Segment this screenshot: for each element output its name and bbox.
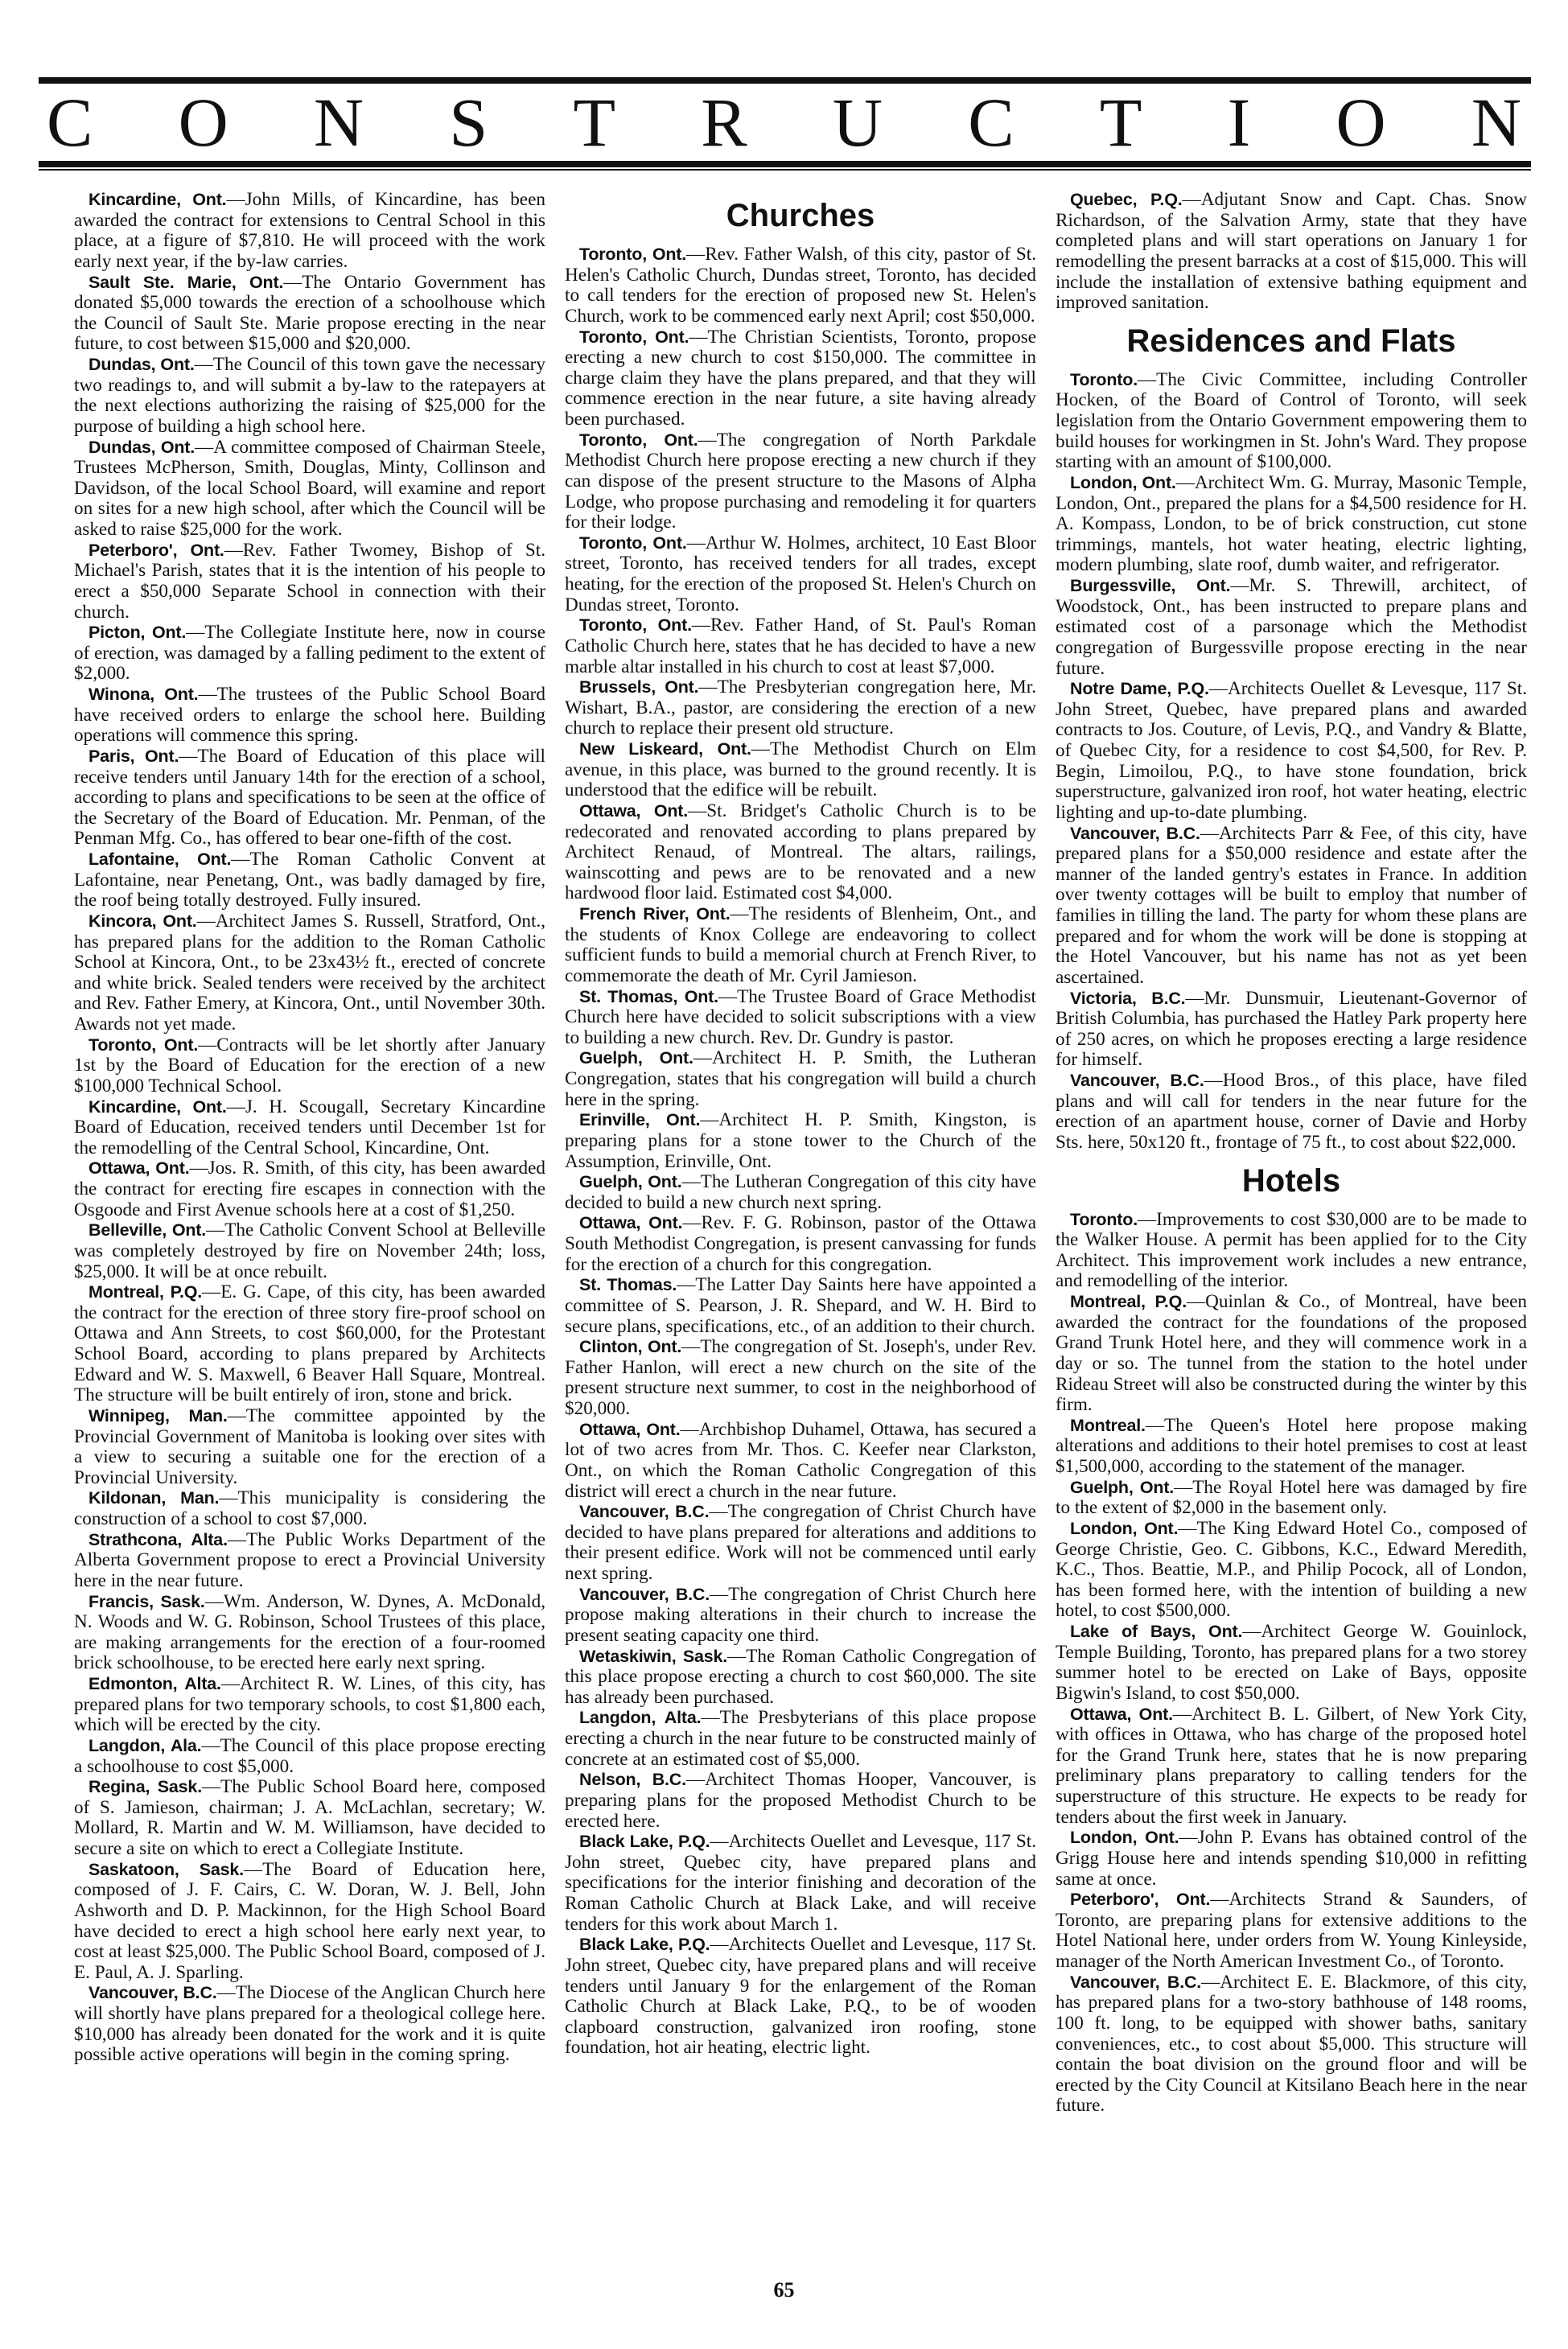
news-item-text: —A committee composed of Chairman Steele, Trustees McPherson, Smith, Douglas, Minty, Collinson and Davidson, of the local School Board, will examine and report on sites for a new high school, after which the Council will be asked to raise $25,000 for the work.: [74, 436, 545, 540]
masthead-letter: R: [701, 84, 749, 161]
salvation-army-entries: [1056, 190, 1527, 314]
news-item-text: —The Public Works Department of the Alberta Government propose to erect a Provincial University here in the near future.: [74, 1528, 545, 1591]
news-item-place: Edmonton, Alta.: [88, 1674, 221, 1693]
news-item: [1056, 576, 1527, 679]
news-item-text: —Hood Bros., of this place, have filed plans and will call for tenders in the near future for the erection of an apartment house, corner of Davie and Horby Sts. here, 50x120 ft., frontage of 75 ft., to cost about $22,000.: [1056, 1070, 1527, 1153]
news-item-text: —This municipality is considering the construction of a school to cost $7,000.: [74, 1487, 545, 1529]
masthead-letter: T: [1099, 84, 1144, 161]
news-item: [1056, 824, 1527, 989]
news-item: [74, 1035, 545, 1097]
news-item-place: Vancouver, B.C.: [579, 1584, 710, 1604]
news-item: [1056, 1416, 1527, 1478]
news-item-text: —Architects Strand & Saunders, of Toronto, are preparing plans for extensive additions to the Hotel National here, under orders from W. Young Kinleyside, manager of the North American Investment Co., of Toronto.: [1056, 1889, 1527, 1972]
news-item-text: —The Board of Education here, composed of J. F. Cairs, C. W. Doran, W. J. Bell, John Ashworth and D. P. Mackinnon, for the High School Board have decided to erect a high school here early next year, to cost at least $25,000. The Public School Board, composed of J. E. Paul, A. J. Sparling.: [74, 1858, 545, 1983]
news-item: [565, 1337, 1036, 1420]
news-item-place: Peterboro', Ont.: [1070, 1890, 1211, 1910]
news-item-text: —The Council of this town gave the necessary two readings to, and will submit a by-law to the ratepayers at the next elections authorizing the raising of $25,000 for the purpose of building a high school here.: [74, 354, 545, 437]
news-item-text: —The Civic Committee, including Controller Hocken, of the Board of Control of Toronto, will seek legislation from the Ontario Government empowering them to build houses for workingmen in St. John's Ward. They propose starting with an amount of $100,000.: [1056, 368, 1527, 473]
news-item-place: Sault Ste. Marie, Ont.: [88, 272, 284, 292]
news-item-text: —The Board of Education of this place will receive tenders until January 14th for the erection of a school, according to plans and specifications to be seen at the office of the Secretary of the Board of Education. Mr. Penman, of the Penman Mfg. Co., has offered to bear one-fifth of the cost.: [74, 745, 545, 850]
churches-entries: [565, 245, 1036, 2059]
news-item-place: Quebec, P.Q.: [1070, 190, 1183, 209]
news-item: [565, 1048, 1036, 1110]
news-item-place: Kincardine, Ont.: [88, 190, 227, 209]
news-item-place: Dundas, Ont.: [88, 437, 195, 457]
masthead-letter: T: [573, 84, 617, 161]
news-item: [1056, 679, 1527, 823]
news-item-place: Vancouver, B.C.: [88, 1983, 217, 2003]
news-item-text: —The trustees of the Public School Board have received orders to enlarge the school here. Building operations will commence this spring.: [74, 684, 545, 747]
news-item-text: —The congregation of St. Joseph's, under Rev. Father Hanlon, will erect a new church on the site of the present structure next summer, to cost in the neighborhood of $20,000.: [565, 1336, 1036, 1419]
news-item-text: —The Public School Board here, composed of S. Jamieson, chairman; J. A. McLachlan, secretary; W. Mollard, R. Martin and W. M. Williamson, have decided to secure a site on which to erect a Collegiate Institute.: [74, 1776, 545, 1859]
news-item-place: Belleville, Ont.: [88, 1220, 207, 1240]
news-item-place: Vancouver, B.C.: [1070, 1972, 1202, 1992]
news-item-place: Vancouver, B.C.: [1070, 823, 1200, 843]
news-item-place: Black Lake, P.Q.: [579, 1832, 710, 1852]
news-item-place: Burgessville, Ont.: [1070, 576, 1231, 595]
news-item-text: —Architect George W. Gouinlock, Temple Building, Toronto, has prepared plans for a two storey summer hotel to be erected on Lake of Bays, opposite Bigwin's Island, to cost $50,000.: [1056, 1621, 1527, 1704]
news-item-text: —Architect B. L. Gilbert, of New York City, with offices in Ottawa, who has charge of the proposed hotel for the Grand Trunk here, states that he is now preparing preliminary plans preparatory to calling tenders for the superstructure of this structure. He expects to be ready for tenders about the first week in January.: [1056, 1703, 1527, 1828]
news-item-text: —Architects Ouellet & Levesque, 117 St. John Street, Quebec, have prepared plans and awarded contracts to Jos. Couture, of Levis, P.Q., and Vandry & Blatte, of Quebec City, for a residence to cost $4,500, for Rev. P. Begin, Limoilou, P.Q., to have stone foundation, brick superstructure, galvanized iron roof, hot water heating, electric lighting and up-to-date plumbing.: [1056, 678, 1527, 823]
hotels-entries: [1056, 1210, 1527, 2117]
news-item: [74, 623, 545, 685]
page-number: 65: [773, 2278, 795, 2302]
news-item: [565, 1708, 1036, 1770]
masthead-letter: S: [449, 84, 490, 161]
news-item-place: Victoria, B.C.: [1070, 988, 1186, 1008]
news-item: [74, 1488, 545, 1529]
news-item-place: St. Thomas, Ont.: [579, 986, 718, 1006]
news-item-place: Kincora, Ont.: [88, 911, 197, 931]
news-item: [74, 1097, 545, 1159]
masthead-rule-thin: [39, 169, 1531, 171]
news-item: [74, 1220, 545, 1282]
news-item-text: —John Mills, of Kincardine, has been awarded the contract for extensions to Central School in this place, at a figure of $7,810. He will proceed with the work early next year, if the by-law carries.: [74, 190, 545, 272]
news-item-text: —Architects Ouellet and Levesque, 117 St. John street, Quebec city, have prepared plans and specifications for the interior finishing and decoration of the Roman Catholic Church at Black Lake, and will receive tenders for this work about March 1.: [565, 1831, 1036, 1935]
news-item-place: Toronto.: [1070, 1209, 1138, 1229]
news-item-place: Vancouver, B.C.: [579, 1502, 710, 1522]
news-item-place: Langdon, Ala.: [88, 1735, 202, 1755]
column-churches: [565, 190, 1036, 2265]
news-item-text: —Wm. Anderson, W. Dynes, A. McDonald, N. Woods and W. G. Robinson, School Trustees of this place, are making arrangements for the erection of a four-roomed brick schoolhouse, to be erected here early next spring.: [74, 1590, 545, 1674]
news-item: [1056, 1705, 1527, 1829]
news-item: [1056, 473, 1527, 576]
news-item-text: —The Trustee Board of Grace Methodist Church here have decided to solicit subscriptions with a view to building a new church. Rev. Dr. Gundry is pastor.: [565, 985, 1036, 1048]
news-item: [74, 1282, 545, 1406]
news-item: [74, 541, 545, 623]
news-item: [74, 273, 545, 356]
news-item: [565, 1647, 1036, 1709]
news-item-place: Montreal.: [1070, 1415, 1146, 1435]
news-item: [565, 1275, 1036, 1337]
news-item-text: —Mr. S. Threwill, architect, of Woodstock, Ont., has been instructed to prepare plans and estimated cost of a parsonage which the Methodist congregation of Burgessville propose erecting in the near future.: [1056, 575, 1527, 679]
news-item-place: Vancouver, B.C.: [1070, 1071, 1204, 1090]
section-heading-residences: Residences and Flats: [1126, 323, 1456, 359]
news-item-text: —The Presbyterians of this place propose erecting a church in the near future to be constructed mainly of concrete at an estimated cost of $5,000.: [565, 1707, 1036, 1770]
news-item-text: —The Christian Scientists, Toronto, propose erecting a new church to cost $150,000. The committee in charge claim they have the plans prepared, and that they will commence erection in the near future, a site having already been purchased.: [565, 326, 1036, 430]
masthead-letter: O: [178, 84, 230, 161]
news-item-text: —Rev. Father Walsh, of this city, pastor of St. Helen's Catholic Church, Dundas street, Toronto, has decided to call tenders for the erection of proposed new St. Helen's Church, work to be commenced early next April; cost $50,000.: [565, 244, 1036, 327]
news-item-text: —Architects Parr & Fee, of this city, have prepared plans for a $50,000 residence and estate after the manner of the landed gentry's estates in France. In addition over twenty cottages will be built to employ that number of families in tilling the land. The party for whom these plans are prepared and for whom the work will be done is stopping at the Hotel Vancouver, but his name has not as yet been ascertained.: [1056, 822, 1527, 988]
news-item-place: Ottawa, Ont.: [579, 1419, 681, 1439]
masthead-letter: C: [968, 84, 1016, 161]
news-item-text: —Contracts will be let shortly after January 1st by the Board of Education for the erection of a new $100,000 Technical School.: [74, 1034, 545, 1096]
news-item-text: —The Methodist Church on Elm avenue, in this place, was burned to the ground recently. It is understood that the edifice will be rebuilt.: [565, 738, 1036, 801]
news-item-text: —Architect E. E. Blackmore, of this city, has prepared plans for a two-story bathhouse of 148 rooms, 100 ft. long, to be equipped with shower baths, sanitary conveniences, etc., to cost about $5,000. This structure will contain the boat division on the ground floor and will be erected by the City Council at Kitsilano Beach here in the near future.: [1056, 1971, 1527, 2117]
news-item-place: Erinville, Ont.: [579, 1110, 701, 1130]
masthead-rule-top: [39, 77, 1531, 84]
masthead-letter: N: [313, 84, 366, 161]
news-item-place: Brussels, Ont.: [579, 677, 699, 697]
news-item-place: Regina, Sask.: [88, 1777, 202, 1797]
column-residences-hotels: [1056, 190, 1527, 2265]
news-item: [1056, 1890, 1527, 1973]
news-item-place: London, Ont.: [1070, 1828, 1179, 1848]
news-item: [565, 1213, 1036, 1275]
news-item-text: —The Roman Catholic Convent at Lafontaine, near Penetang, Ont., was badly damaged by fire, the roof being totally destroyed. Fully insured.: [74, 849, 545, 911]
news-item: [74, 1736, 545, 1777]
news-item: [1056, 1071, 1527, 1154]
news-item-place: Clinton, Ont.: [579, 1337, 682, 1357]
news-item: [74, 1983, 545, 2066]
news-item-text: —Rev. Father Twomey, Bishop of St. Michael's Parish, states that it is the intention of his people to erect a $50,000 Separate School in connection with their church.: [74, 539, 545, 623]
news-item-place: Ottawa, Ont.: [1070, 1704, 1173, 1724]
news-item-place: Dundas, Ont.: [88, 355, 195, 374]
news-item-place: Guelph, Ont.: [1070, 1477, 1175, 1497]
news-item-place: Montreal, P.Q.: [1070, 1292, 1187, 1311]
masthead: [39, 77, 1531, 174]
news-item-text: —The Queen's Hotel here propose making alterations and additions to their hotel premises to cost at least $1,500,000, according to the statement of the manager.: [1056, 1414, 1527, 1477]
news-item-text: —The congregation of Christ Church here propose making alterations in their church to increase the present seating capacity one third.: [565, 1583, 1036, 1646]
news-item-place: Toronto, Ont.: [579, 245, 687, 264]
news-item-place: Notre Dame, P.Q.: [1070, 679, 1209, 699]
news-item-place: Toronto, Ont.: [88, 1035, 199, 1055]
news-item-text: —Rev. F. G. Robinson, pastor of the Ottawa South Methodist Congregation, is present canvassing for funds for the erection of a church for this congregation.: [565, 1212, 1036, 1275]
news-item-text: —The Latter Day Saints here have appointed a committee of S. Pearson, J. R. Shepard, and W. H. Bird to secure plans, specifications, etc., of an addition to their church.: [565, 1274, 1036, 1337]
news-item: [74, 355, 545, 438]
news-item: [74, 1592, 545, 1675]
news-item: [74, 1674, 545, 1736]
news-item: [1056, 1622, 1527, 1705]
news-item: [1056, 1973, 1527, 2117]
news-item: [74, 190, 545, 273]
news-item-text: —The Catholic Convent School at Belleville was completely destroyed by fire on November 24th; loss, $25,000. It will be at once rebuilt.: [74, 1220, 545, 1282]
news-item: [565, 1585, 1036, 1647]
news-item: [1056, 1292, 1527, 1416]
news-item: [74, 1158, 545, 1220]
residences-entries: [1056, 370, 1527, 1154]
news-item-place: Guelph, Ont.: [579, 1172, 682, 1192]
news-item: [565, 430, 1036, 533]
news-item-text: —St. Bridget's Catholic Church is to be redecorated and renovated according to plans prepared by Architect Renaud, of Montreal. The altars, railings, wainscotting and pews are to be renovated and a new hardwood floor laid. Estimated cost $4,000.: [565, 800, 1036, 904]
news-item: [74, 747, 545, 850]
news-item-place: St. Thomas.: [579, 1275, 677, 1295]
news-item-place: Winona, Ont.: [88, 685, 199, 704]
news-item-text: —Architect H. P. Smith, Kingston, is preparing plans for a stone tower to the Church of the Assumption, Erinville, Ont.: [565, 1109, 1036, 1172]
news-item-text: —Architects Ouellet and Levesque, 117 St. John street, Quebec city, have prepared plans and will receive tenders until January 9 for the enlargement of the Roman Catholic Church at Black Lake, P.Q., to be of wooden clapboard construction, galvanized iron roofing, stone foundation, hot air heating, electric light.: [565, 1934, 1036, 2059]
news-item: [74, 1777, 545, 1860]
news-item: [1056, 370, 1527, 473]
news-item-text: —Architect James S. Russell, Stratford, Ont., has prepared plans for the addition to the Roman Catholic School at Kincora, Ont., to be 23x43½ ft., erected of concrete and white brick. Sealed tenders were received by the architect and Rev. Father Emery, at Kincora, Ont., until November 30th. Awards not yet made.: [74, 910, 545, 1035]
news-item-place: Strathcona, Alta.: [88, 1529, 228, 1549]
news-item: [565, 1172, 1036, 1213]
news-item-place: New Liskeard, Ont.: [579, 739, 751, 759]
news-item: [1056, 989, 1527, 1072]
masthead-letter: U: [832, 84, 884, 161]
news-item-place: Ottawa, Ont.: [579, 1213, 683, 1233]
news-item: [74, 438, 545, 541]
news-item: [1056, 1478, 1527, 1519]
news-item-text: —The Diocese of the Anglican Church here will shortly have plans prepared for a theological college here. $10,000 has already been donated for the work and it is quite possible active operations will begin in the coming spring.: [74, 1982, 545, 2066]
news-item-text: —Mr. Dunsmuir, Lieutenant-Governor of British Columbia, has purchased the Hatley Park property here of 250 acres, on which he proposes erecting a large residence for himself.: [1056, 987, 1527, 1071]
news-item: [565, 1502, 1036, 1585]
news-item-text: —John P. Evans has obtained control of the Grigg House here and intends spending $10,000 in refitting same at once.: [1056, 1827, 1527, 1890]
news-item: [74, 685, 545, 747]
news-item-place: Ottawa, Ont.: [579, 800, 689, 821]
news-item-place: Toronto, Ont.: [579, 327, 689, 347]
news-item-place: Lafontaine, Ont.: [88, 850, 232, 869]
news-item: [1056, 1828, 1527, 1890]
news-item: [74, 911, 545, 1035]
news-item-place: French River, Ont.: [579, 904, 730, 924]
masthead-letter: N: [1471, 84, 1523, 161]
news-item: [74, 850, 545, 911]
news-item: [565, 245, 1036, 327]
news-item-text: —E. G. Cape, of this city, has been awarded the contract for the erection of three story fire-proof school on Ottawa and Ann Streets, to cost $60,000, for the Protestant School Board, according to plans prepared by Architects Edward and W. S. Maxwell, 6 Beaver Hall Square, Montreal. The structure will be built entirely of iron, stone and brick.: [74, 1281, 545, 1406]
news-item-text: —The Council of this place propose erecting a schoolhouse to cost $5,000.: [74, 1734, 545, 1777]
news-item: [565, 1420, 1036, 1503]
news-item-place: Toronto, Ont.: [579, 430, 698, 450]
news-item-place: Black Lake, P.Q.: [579, 1935, 710, 1955]
news-item-text: —The Lutheran Congregation of this city have decided to build a new church next spring.: [565, 1171, 1036, 1213]
news-item-text: —The residents of Blenheim, Ont., and the students of Knox College are endeavoring to collect sufficient funds to build a memorial church at French River, to commemorate the death of Mr. Cyril Jamieson.: [565, 903, 1036, 986]
news-item-text: —Archbishop Duhamel, Ottawa, has secured a lot of two acres from Mr. Thos. C. Keefer near Clarkston, Ont., on which the Roman Catholic Congregation of this district will erect a church in the near future.: [565, 1418, 1036, 1502]
news-item: [1056, 1519, 1527, 1622]
news-item-place: Toronto, Ont.: [579, 615, 692, 636]
news-item: [565, 677, 1036, 739]
news-item-place: Langdon, Alta.: [579, 1708, 702, 1728]
news-item-text: —Adjutant Snow and Capt. Chas. Snow Richardson, of the Salvation Army, state that they have completed plans and will start operations on January 1 for remodelling the present barracks at a cost of $15,000. This will include the installation of extensive bathing equipment and improved sanitation.: [1056, 190, 1527, 314]
news-item-text: —The congregation of North Parkdale Methodist Church here propose erecting a new church if they can dispose of the present structure to the Masons of Alpha Lodge, who propose purchasing and remodeling it for quarters for their lodge.: [565, 429, 1036, 533]
news-item-place: Wetaskiwin, Sask.: [579, 1646, 728, 1666]
masthead-letter: O: [1335, 84, 1388, 161]
news-item: [1056, 1210, 1527, 1293]
news-item: [74, 1406, 545, 1489]
news-item-text: —The King Edward Hotel Co., composed of George Christie, Geo. C. Gibbons, K.C., Edward Meredith, K.C., Thos. Beattie, M.P., and Philip Pocock, all of London, has been formed here, with the intention of building a new hotel, to cost $500,000.: [1056, 1517, 1527, 1622]
news-item-text: —The Ontario Government has donated $5,000 towards the erection of a schoolhouse which the Council of Sault Ste. Marie propose erecting in the near future, to cost between $15,000 and $20,000.: [74, 271, 545, 355]
news-item-place: Saskatoon, Sask.: [88, 1859, 244, 1879]
news-item-place: Paris, Ont.: [88, 746, 179, 766]
news-item-text: —Architect R. W. Lines, of this city, has prepared plans for two temporary schools, to cost $1,800 each, which will be erected by the city.: [74, 1673, 545, 1736]
news-item-place: Francis, Sask.: [88, 1591, 205, 1611]
news-item: [565, 533, 1036, 616]
news-item: [565, 1110, 1036, 1172]
news-item-text: —The Presbyterian congregation here, Mr. Wishart, B.A., pastor, are considering the erection of a new church to replace their present old structure.: [565, 677, 1036, 739]
news-item: [565, 1935, 1036, 2059]
news-item: [565, 739, 1036, 801]
masthead-title: [39, 84, 1531, 161]
masthead-letter: C: [47, 84, 95, 161]
news-item: [565, 1770, 1036, 1832]
news-item: [565, 1832, 1036, 1935]
news-item-place: Lake of Bays, Ont.: [1070, 1622, 1243, 1641]
news-item-place: Picton, Ont.: [88, 623, 187, 643]
news-item-place: Toronto.: [1070, 369, 1138, 389]
news-item-text: —Architect H. P. Smith, the Lutheran Congregation, states that his congregation will build a church here in the spring.: [565, 1047, 1036, 1110]
news-item-text: —Arthur W. Holmes, architect, 10 East Bloor street, Toronto, has received tenders for all trades, except heating, for the erection of the proposed St. Helen's Church on Dundas street, Toronto.: [565, 532, 1036, 615]
news-item-text: —The congregation of Christ Church have decided to have plans prepared for alterations and additions to their present edifice. Work will not be commenced until early next spring.: [565, 1501, 1036, 1584]
section-heading-hotels: Hotels: [1241, 1162, 1341, 1199]
news-item-text: —The Collegiate Institute here, now in course of erection, was damaged by a falling pediment to the extent of $2,000.: [74, 622, 545, 685]
news-item-text: —J. H. Scougall, Secretary Kincardine Board of Education, received tenders until December 1st for the remodelling of the Central School, Kincardine, Ont.: [74, 1096, 545, 1158]
column-schools: [74, 190, 545, 2265]
news-item: [74, 1860, 545, 1984]
news-item-text: —Rev. Father Hand, of St. Paul's Roman Catholic Church here, states that he has decided to have a new marble altar installed in his church to cost at least $7,000.: [565, 615, 1036, 677]
news-item: [565, 615, 1036, 677]
news-item-place: Guelph, Ont.: [579, 1048, 693, 1068]
news-item: [565, 904, 1036, 987]
news-item: [1056, 190, 1527, 314]
news-item-text: —Architect Wm. G. Murray, Masonic Temple, London, Ont., prepared the plans for a $4,500 residence for H. A. Kompass, London, to be of brick construction, cut stone trimmings, mantels, hot water heating, electric lighting, modern plumbing, slate roof, dumb waiter, and refrigerator.: [1056, 471, 1527, 576]
news-item-text: —The committee appointed by the Provincial Government of Manitoba is looking over sites with a view to securing a suitable one for the erection of a Provincial University.: [74, 1405, 545, 1488]
news-item: [565, 801, 1036, 904]
news-item-text: —Improvements to cost $30,000 are to be made to the Walker House. A permit has been applied for to the City Architect. This improvement work includes a new entrance, and remodelling of the interior.: [1056, 1208, 1527, 1292]
news-item: [74, 1530, 545, 1592]
news-item-place: Peterboro', Ont.: [88, 540, 224, 560]
masthead-rule-bottom: [39, 161, 1531, 167]
news-item-place: Nelson, B.C.: [579, 1770, 686, 1790]
news-item-text: —The Roman Catholic Congregation of this place propose erecting a church to cost $60,000. The site has already been purchased.: [565, 1645, 1036, 1708]
news-item-place: London, Ont.: [1070, 1518, 1179, 1538]
news-item-place: Ottawa, Ont.: [88, 1158, 190, 1179]
news-item-text: —Quinlan & Co., of Montreal, have been awarded the contract for the foundations of the proposed Grand Trunk Hotel here, and they will commence work in a day or so. The tunnel from the station to the hotel under Rideau Street will also be constructed during the winter by this firm.: [1056, 1291, 1527, 1416]
news-item: [565, 327, 1036, 430]
news-item-text: —Architect Thomas Hooper, Vancouver, is preparing plans for the proposed Methodist Church to be erected here.: [565, 1769, 1036, 1832]
news-item-place: Montreal, P.Q.: [88, 1282, 203, 1302]
news-item-text: —Jos. R. Smith, of this city, has been awarded the contract for erecting fire escapes in connection with the Osgoode and First Avenue schools here at a cost of $1,250.: [74, 1158, 545, 1220]
news-item: [565, 987, 1036, 1049]
news-item-place: Toronto, Ont.: [579, 533, 687, 553]
section-heading-churches: Churches: [726, 198, 875, 233]
news-item-place: Kildonan, Man.: [88, 1488, 220, 1508]
news-item-text: —The Royal Hotel here was damaged by fire to the extent of $2,000 in the basement only.: [1056, 1476, 1527, 1519]
news-item-place: Winnipeg, Man.: [88, 1405, 228, 1425]
news-item-place: Kincardine, Ont.: [88, 1096, 227, 1117]
news-item-place: London, Ont.: [1070, 472, 1176, 492]
masthead-letter: I: [1227, 84, 1253, 161]
